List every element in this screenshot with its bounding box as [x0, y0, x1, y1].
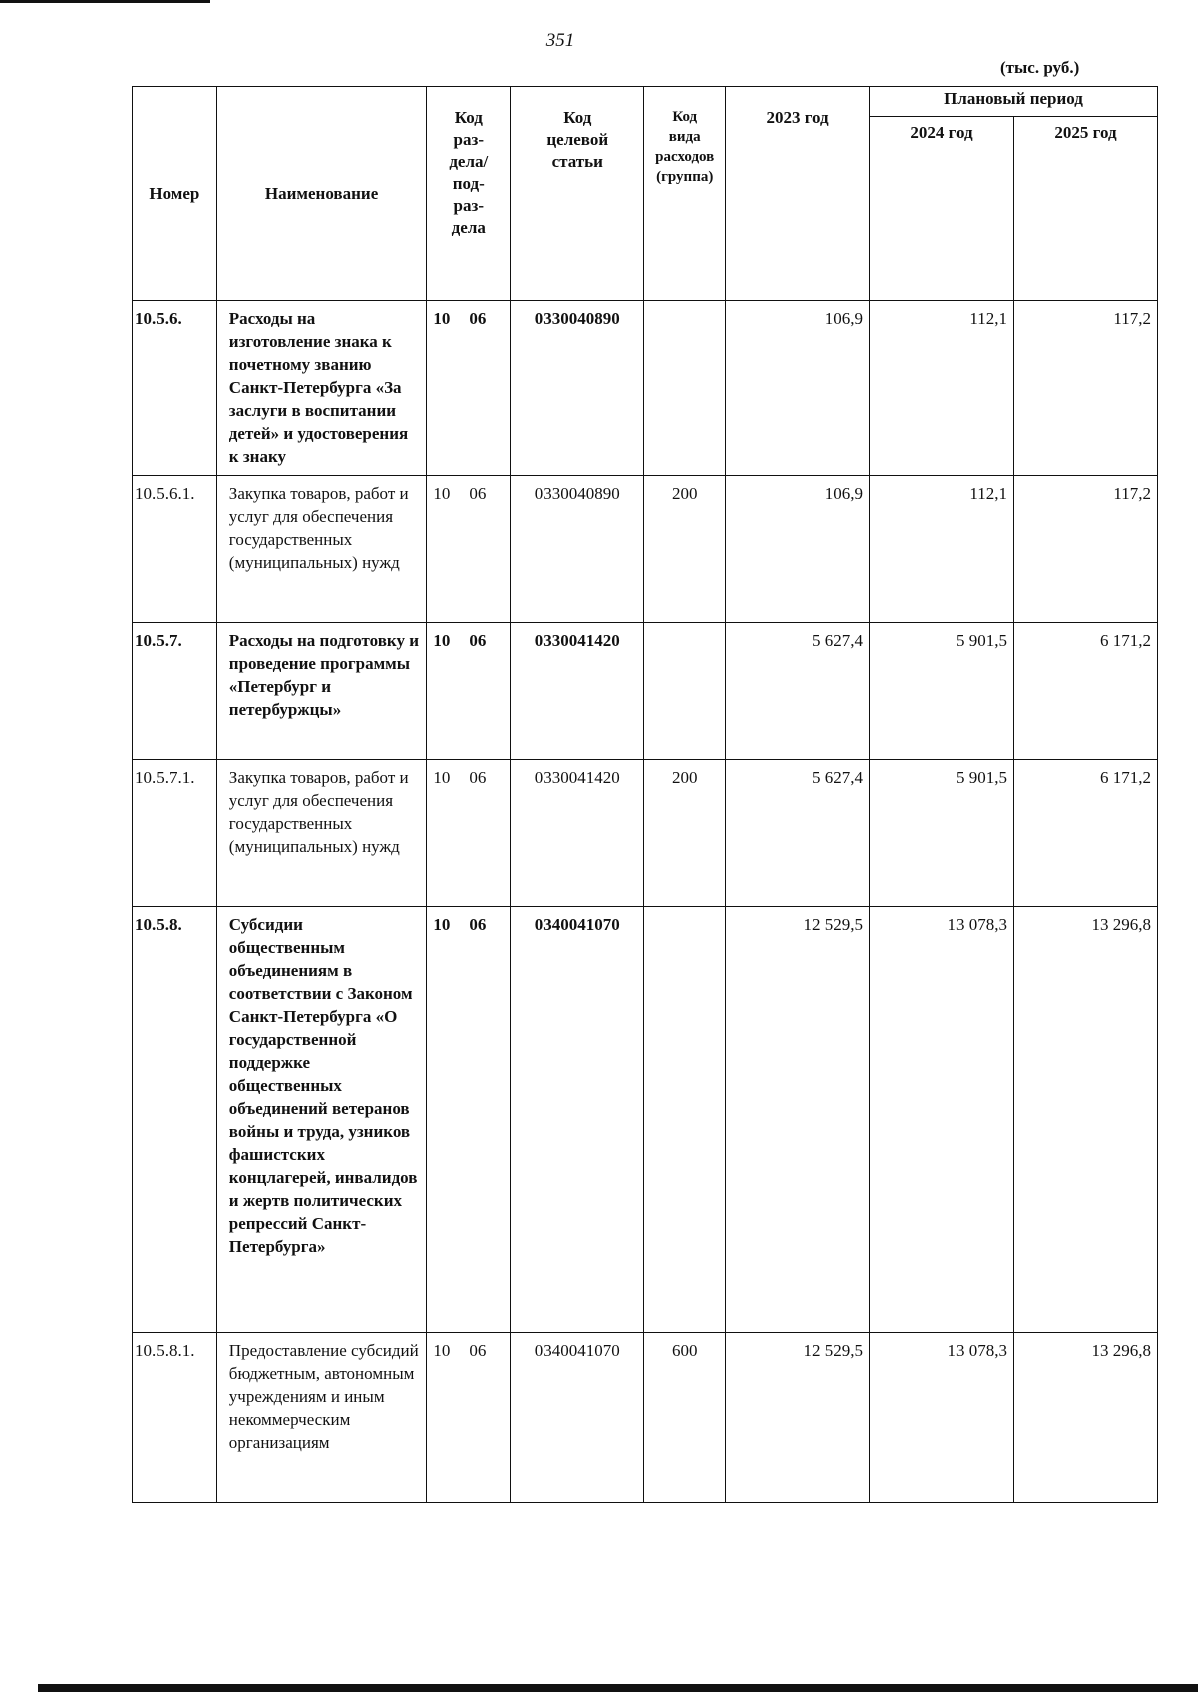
- header-target: Код целевой статьи: [511, 87, 644, 301]
- table-row: 10.5.7. Расходы на подготовку и проведение программы «Петербург и петербуржцы» 10 06 0330041420 5 627,4 5 901,5 6 171,2: [133, 623, 1158, 760]
- header-planned-period: Плановый период: [870, 87, 1158, 117]
- bottom-rule: [38, 1684, 1198, 1692]
- header-2023: 2023 год: [726, 87, 870, 301]
- table-row: 10.5.7.1. Закупка товаров, работ и услуг для обеспечения государственных (муниципальных) нужд 10 06 0330041420 200 5 627,4 5 901,5 6 171,2: [133, 760, 1158, 907]
- table-row: 10.5.6.1. Закупка товаров, работ и услуг для обеспечения государственных (муниципальных) нужд 10 06 0330040890 200 106,9 112,1 117,2: [133, 476, 1158, 623]
- header-expense: Код вида расходов (группа): [644, 87, 726, 301]
- header-2025: 2025 год: [1013, 117, 1157, 301]
- top-rule: [0, 0, 210, 3]
- page-number: 351: [545, 30, 575, 51]
- units-label: (тыс. руб.): [1000, 58, 1080, 77]
- header-section: Код раз- дела/ под- раз- дела: [427, 87, 511, 301]
- table-row: 10.5.8.1. Предоставление субсидий бюджетным, автономным учреждениям и иным некоммерческим организациям 10 06 0340041070 600 12 529,5 13 078,3 13 296,8: [133, 1333, 1158, 1503]
- header-name: Наименование: [216, 87, 427, 301]
- budget-table: [132, 86, 1158, 1503]
- table-row: 10.5.8. Субсидии общественным объединениям в соответствии с Законом Санкт-Петербурга «О государственной поддержке общественных объединений ветеранов войны и труда, узников фашистских концлагерей, инвалидов и жертв политических репрессий Санкт-Петербурга» 10 06 0340041070 12 529,5 13 078,3 13 296,8: [133, 907, 1158, 1333]
- header-number: Номер: [133, 87, 217, 301]
- header-2024: 2024 год: [870, 117, 1014, 301]
- table-row: 10.5.6. Расходы на изготовление знака к почетному званию Санкт-Петербурга «За заслуги в воспитании детей» и удостоверения к знаку 10 06 0330040890 106,9 112,1 117,2: [133, 301, 1158, 476]
